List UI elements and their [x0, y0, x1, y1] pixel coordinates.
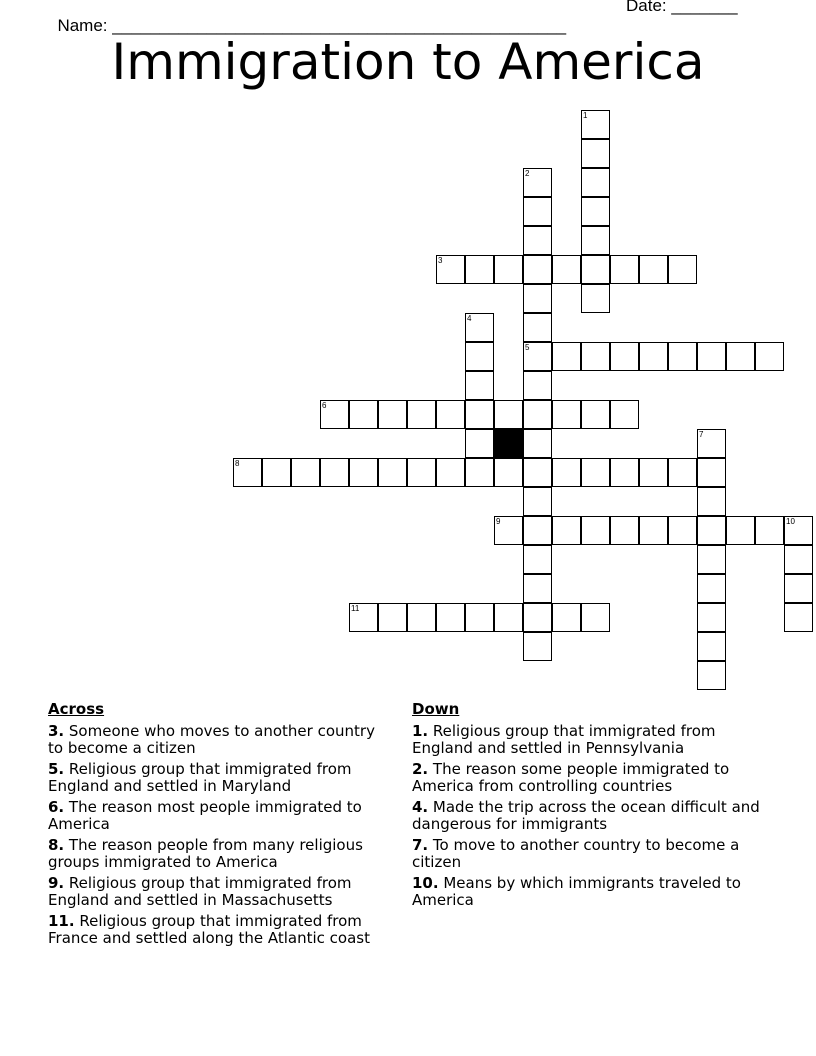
grid-cell[interactable] [407, 400, 436, 429]
grid-cell[interactable] [552, 458, 581, 487]
clue-text: Religious group that immigrated from England and settled in Massachusetts [48, 874, 352, 909]
grid-cell[interactable] [581, 168, 610, 197]
clue-text: Religious group that immigrated from England and settled in Pennsylvania [412, 722, 716, 757]
down-clue [412, 875, 762, 909]
clue-number: 2. [412, 760, 429, 778]
grid-cell[interactable] [755, 516, 784, 545]
clue-number: 11. [48, 912, 75, 930]
across-clue [48, 837, 393, 871]
grid-cell[interactable] [610, 458, 639, 487]
grid-cell[interactable] [523, 342, 552, 371]
clue-number: 4. [412, 798, 429, 816]
grid-cell[interactable] [697, 429, 726, 458]
down-clue [412, 723, 762, 757]
clue-number: 1. [412, 722, 429, 740]
grid-cell[interactable] [523, 168, 552, 197]
grid-cell[interactable] [697, 516, 726, 545]
grid-cell[interactable] [784, 574, 813, 603]
grid-cell[interactable] [465, 342, 494, 371]
grid-cell[interactable] [523, 197, 552, 226]
across-clue [48, 799, 393, 833]
grid-cell[interactable] [639, 458, 668, 487]
clue-number: 8. [48, 836, 65, 854]
grid-cell[interactable] [552, 255, 581, 284]
grid-cell[interactable] [755, 342, 784, 371]
grid-cell[interactable] [697, 545, 726, 574]
grid-cell[interactable] [668, 255, 697, 284]
grid-cell[interactable] [581, 458, 610, 487]
grid-cell[interactable] [523, 458, 552, 487]
grid-cell[interactable] [436, 400, 465, 429]
clue-number-label: 10 [786, 517, 795, 526]
grid-cell[interactable] [378, 603, 407, 632]
grid-cell[interactable] [349, 458, 378, 487]
grid-cell[interactable] [465, 371, 494, 400]
grid-cell[interactable] [726, 342, 755, 371]
grid-cell[interactable] [668, 342, 697, 371]
clue-number: 9. [48, 874, 65, 892]
clue-number-label: 9 [496, 517, 501, 526]
grid-cell[interactable] [581, 342, 610, 371]
grid-cell[interactable] [784, 516, 813, 545]
clue-text: Made the trip across the ocean difficult and dangerous for immigrants [412, 798, 760, 833]
grid-cell[interactable] [494, 458, 523, 487]
grid-cell[interactable] [465, 255, 494, 284]
grid-cell[interactable] [581, 603, 610, 632]
grid-cell[interactable] [523, 284, 552, 313]
clue-number-label: 7 [699, 430, 704, 439]
grid-cell[interactable] [552, 342, 581, 371]
grid-cell[interactable] [523, 545, 552, 574]
grid-cell[interactable] [262, 458, 291, 487]
down-clue [412, 837, 762, 871]
grid-cell[interactable] [436, 603, 465, 632]
grid-cell[interactable] [436, 458, 465, 487]
grid-cell[interactable] [726, 516, 755, 545]
grid-cell[interactable] [523, 400, 552, 429]
grid-cell[interactable] [697, 574, 726, 603]
grid-cell[interactable] [494, 255, 523, 284]
down-clue [412, 761, 762, 795]
grid-cell[interactable] [581, 516, 610, 545]
clue-text: Religious group that immigrated from England and settled in Maryland [48, 760, 352, 795]
grid-cell[interactable] [407, 603, 436, 632]
across-heading: Across [48, 700, 105, 718]
grid-cell[interactable] [639, 516, 668, 545]
grid-cell[interactable] [291, 458, 320, 487]
grid-cell[interactable] [407, 458, 436, 487]
grid-cell[interactable] [233, 458, 262, 487]
grid-cell[interactable] [610, 400, 639, 429]
clue-number-label: 6 [322, 401, 327, 410]
grid-cell[interactable] [465, 458, 494, 487]
grid-cell[interactable] [697, 632, 726, 661]
grid-cell[interactable] [784, 545, 813, 574]
across-clues [48, 701, 393, 951]
grid-cell[interactable] [552, 400, 581, 429]
clue-text: Someone who moves to another country to become a citizen [48, 722, 375, 757]
grid-cell[interactable] [581, 110, 610, 139]
grid-cell[interactable] [668, 458, 697, 487]
grid-cell[interactable] [523, 603, 552, 632]
grid-cell[interactable] [465, 400, 494, 429]
clue-text: Religious group that immigrated from France and settled along the Atlantic coast [48, 912, 370, 947]
grid-cell[interactable] [581, 255, 610, 284]
clue-text: The reason some people immigrated to America from controlling countries [412, 760, 730, 795]
grid-cell[interactable] [465, 603, 494, 632]
clue-number-label: 3 [438, 256, 443, 265]
clue-text: The reason people from many religious groups immigrated to America [48, 836, 363, 871]
grid-cell[interactable] [465, 429, 494, 458]
grid-cell[interactable] [320, 400, 349, 429]
grid-cell[interactable] [784, 603, 813, 632]
grid-cell[interactable] [349, 603, 378, 632]
clue-number-label: 11 [351, 604, 360, 613]
grid-cell[interactable] [320, 458, 349, 487]
grid-block [494, 429, 523, 458]
clue-text: To move to another country to become a citizen [412, 836, 740, 871]
clue-number-label: 4 [467, 314, 472, 323]
clue-text: The reason most people immigrated to America [48, 798, 362, 833]
grid-cell[interactable] [523, 516, 552, 545]
name-field-label: Name: ________________________________________________ [57, 16, 567, 35]
clue-number: 5. [48, 760, 65, 778]
grid-cell[interactable] [465, 313, 494, 342]
grid-cell[interactable] [494, 516, 523, 545]
grid-cell[interactable] [494, 400, 523, 429]
across-clue [48, 875, 393, 909]
clue-text: Means by which immigrants traveled to America [412, 874, 741, 909]
grid-cell[interactable] [523, 429, 552, 458]
clue-number-label: 2 [525, 169, 530, 178]
date-field-label: Date: _______ [626, 0, 738, 15]
grid-cell[interactable] [610, 516, 639, 545]
grid-cell[interactable] [610, 255, 639, 284]
grid-cell[interactable] [523, 226, 552, 255]
grid-cell[interactable] [523, 632, 552, 661]
grid-cell[interactable] [581, 139, 610, 168]
grid-cell[interactable] [581, 197, 610, 226]
grid-cell[interactable] [523, 574, 552, 603]
grid-cell[interactable] [523, 487, 552, 516]
grid-cell[interactable] [581, 284, 610, 313]
clue-number: 3. [48, 722, 65, 740]
grid-cell[interactable] [436, 255, 465, 284]
down-heading: Down [412, 700, 460, 718]
grid-cell[interactable] [523, 313, 552, 342]
grid-cell[interactable] [378, 400, 407, 429]
grid-cell[interactable] [349, 400, 378, 429]
grid-cell[interactable] [697, 603, 726, 632]
across-clue [48, 761, 393, 795]
across-clue [48, 723, 393, 757]
grid-cell[interactable] [552, 516, 581, 545]
grid-cell[interactable] [523, 371, 552, 400]
grid-cell[interactable] [697, 458, 726, 487]
clue-number-label: 5 [525, 343, 530, 352]
grid-cell[interactable] [523, 255, 552, 284]
grid-cell[interactable] [697, 342, 726, 371]
down-clue [412, 799, 762, 833]
grid-cell[interactable] [697, 487, 726, 516]
grid-cell[interactable] [668, 516, 697, 545]
page-title: Immigration to America [111, 33, 705, 91]
clue-number-label: 8 [235, 459, 240, 468]
across-clue [48, 913, 393, 947]
grid-cell[interactable] [610, 342, 639, 371]
grid-cell[interactable] [697, 661, 726, 690]
grid-cell[interactable] [639, 255, 668, 284]
grid-cell[interactable] [378, 458, 407, 487]
grid-cell[interactable] [581, 400, 610, 429]
clue-number: 6. [48, 798, 65, 816]
clue-number-label: 1 [583, 111, 588, 120]
clue-number: 7. [412, 836, 429, 854]
down-clues [412, 701, 762, 913]
grid-cell[interactable] [639, 342, 668, 371]
clue-number: 10. [412, 874, 439, 892]
grid-cell[interactable] [581, 226, 610, 255]
grid-cell[interactable] [552, 603, 581, 632]
grid-cell[interactable] [494, 603, 523, 632]
